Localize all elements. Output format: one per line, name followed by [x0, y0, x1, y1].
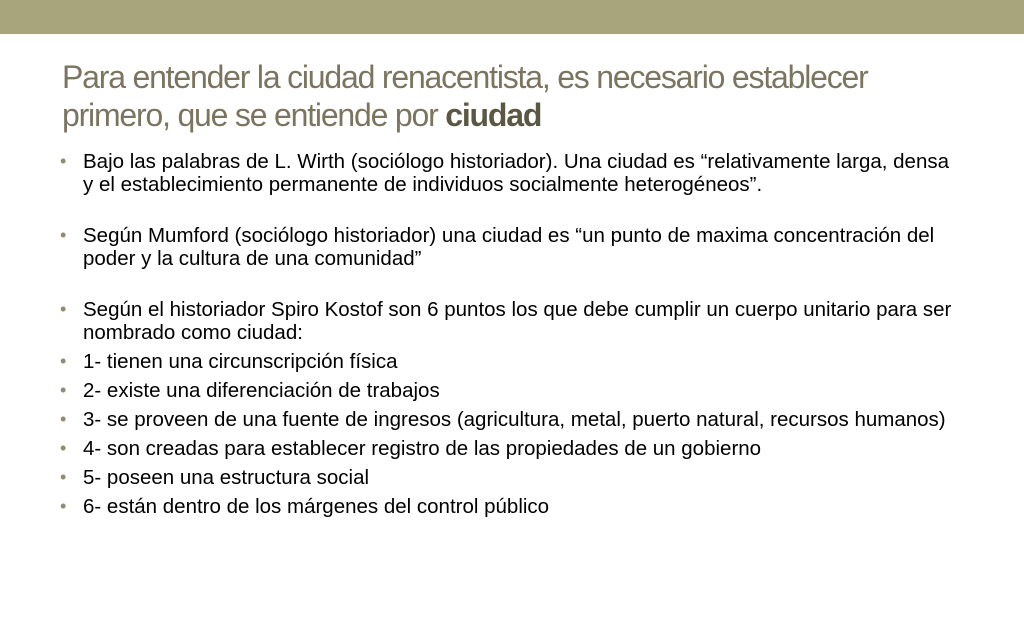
list-item [60, 224, 960, 270]
slide-title-regular: Para entender la ciudad renacentista, es necesario establecer primero, que se entiende por [62, 59, 868, 133]
bullet-icon: • [60, 496, 67, 516]
list-item-text: 3- se proveen de una fuente de ingresos (agricultura, metal, puerto natural, recursos humanos) [83, 408, 946, 431]
bullet-icon: • [60, 467, 67, 487]
list-item-text: 2- existe una diferenciación de trabajos [83, 379, 440, 402]
list-item [60, 379, 960, 402]
bullet-icon: • [60, 380, 67, 400]
bullet-icon: • [60, 299, 67, 319]
list-item-text: 6- están dentro de los márgenes del control público [83, 495, 550, 518]
list-item [60, 466, 960, 489]
bullet-icon: • [60, 225, 67, 245]
list-item [60, 298, 960, 344]
list-item-text: 5- poseen una estructura social [83, 466, 370, 489]
list-item [60, 350, 960, 373]
bullet-icon: • [60, 351, 67, 371]
list-item [60, 437, 960, 460]
bullet-icon: • [60, 151, 67, 171]
list-item [60, 408, 960, 431]
list-item [60, 495, 960, 518]
list-item-text: 1- tienen una circunscripción física [83, 350, 398, 373]
list-item-text: Bajo las palabras de L. Wirth (sociólogo historiador). Una ciudad es “relativamente larga, densa y el establecimiento permanente de individuos socialmente heterogéneos”. [83, 150, 950, 196]
slide-title-bold: ciudad [445, 97, 542, 133]
list-item-text: Según el historiador Spiro Kostof son 6 puntos los que debe cumplir un cuerpo unitario para ser nombrado como ciudad: [83, 298, 952, 344]
slide-title [62, 58, 962, 134]
list-item-text: Según Mumford (sociólogo historiador) una ciudad es “un punto de maxima concentración del poder y la cultura de una comunidad” [83, 224, 935, 270]
header-band [0, 0, 1024, 34]
bullet-icon: • [60, 409, 67, 429]
bullet-icon: • [60, 438, 67, 458]
list-item-text: 4- son creadas para establecer registro de las propiedades de un gobierno [83, 437, 762, 460]
bullet-list [60, 150, 960, 524]
list-item [60, 150, 960, 196]
